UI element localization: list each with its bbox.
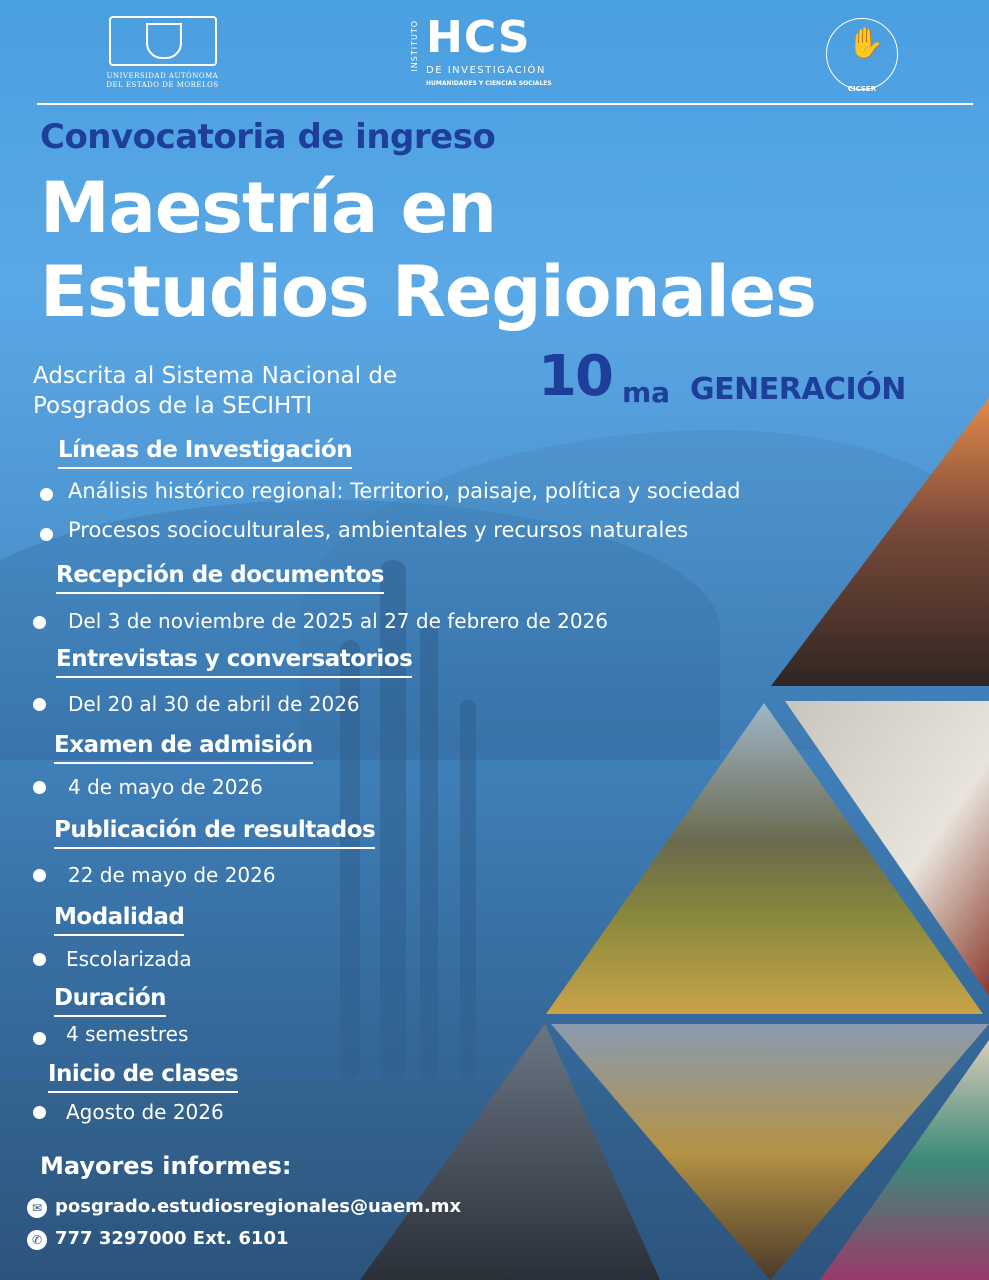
bullet-icon (33, 1032, 46, 1045)
uaem-logo (100, 16, 225, 90)
phone-icon: ✆ (27, 1230, 47, 1250)
bullet-icon (33, 616, 46, 629)
hcs-main-text: HCS (426, 12, 531, 63)
publicacion-heading: Publicación de resultados (54, 817, 375, 849)
contact-heading: Mayores informes: (40, 1152, 292, 1180)
recepcion-dates: Del 3 de noviembre de 2025 al 27 de febrero de 2026 (68, 609, 608, 633)
linea-item: Análisis histórico regional: Territorio, paisaje, política y sociedad (68, 479, 741, 503)
cicser-text: CICSER (847, 85, 877, 93)
duracion-heading: Duración (54, 985, 166, 1017)
lineas-heading: Líneas de Investigación (58, 437, 352, 469)
convocatoria-title: Convocatoria de ingreso (40, 117, 496, 157)
adscrita-text (33, 361, 397, 421)
photo-mountain-cactus (771, 398, 989, 686)
hcs-subtitle-2: HUMANIDADES Y CIENCIAS SOCIALES (426, 80, 552, 87)
generation-number: 10 (538, 344, 612, 409)
adscrita-line-1: Adscrita al Sistema Nacional de (33, 363, 398, 389)
publicacion-date: 22 de mayo de 2026 (68, 863, 276, 887)
bullet-icon (40, 488, 53, 501)
contact-phone[interactable]: 777 3297000 Ext. 6101 (55, 1228, 289, 1249)
inicio-value: Agosto de 2026 (66, 1100, 224, 1124)
uaem-emblem-icon (109, 16, 217, 66)
bullet-icon (33, 698, 46, 711)
hcs-subtitle: DE INVESTIGACIÓN (426, 65, 546, 76)
generation-suffix: ma (622, 376, 671, 409)
duracion-value: 4 semestres (66, 1022, 189, 1046)
header-divider (37, 103, 973, 105)
program-title-line-2: Estudios Regionales (40, 251, 816, 333)
bullet-icon (33, 1106, 46, 1119)
recepcion-heading: Recepción de documentos (56, 562, 384, 594)
cicser-logo (826, 18, 898, 93)
modalidad-value: Escolarizada (66, 947, 192, 971)
modalidad-heading: Modalidad (54, 904, 184, 936)
bullet-icon (33, 869, 46, 882)
hand-icon: ✋ (847, 26, 885, 61)
adscrita-line-2: Posgrados de la SECIHTI (33, 393, 313, 419)
bullet-icon (40, 528, 53, 541)
mail-icon: ✉ (27, 1198, 47, 1218)
contact-email[interactable]: posgrado.estudiosregionales@uaem.mx (55, 1196, 462, 1217)
generation-word: GENERACIÓN (690, 372, 906, 407)
entrevistas-dates: Del 20 al 30 de abril de 2026 (68, 692, 360, 716)
bullet-icon (33, 953, 46, 966)
examen-date: 4 de mayo de 2026 (68, 775, 263, 799)
uaem-name: UNIVERSIDAD AUTÓNOMA DEL ESTADO DE MORELOS (106, 72, 219, 89)
program-title-line-1: Maestría en (40, 167, 496, 249)
inicio-heading: Inicio de clases (48, 1061, 238, 1093)
hcs-side-text: INSTITUTO (410, 20, 419, 72)
bullet-icon (33, 781, 46, 794)
examen-heading: Examen de admisión (54, 732, 313, 764)
linea-item: Procesos socioculturales, ambientales y recursos naturales (68, 518, 689, 542)
entrevistas-heading: Entrevistas y conversatorios (56, 646, 412, 678)
